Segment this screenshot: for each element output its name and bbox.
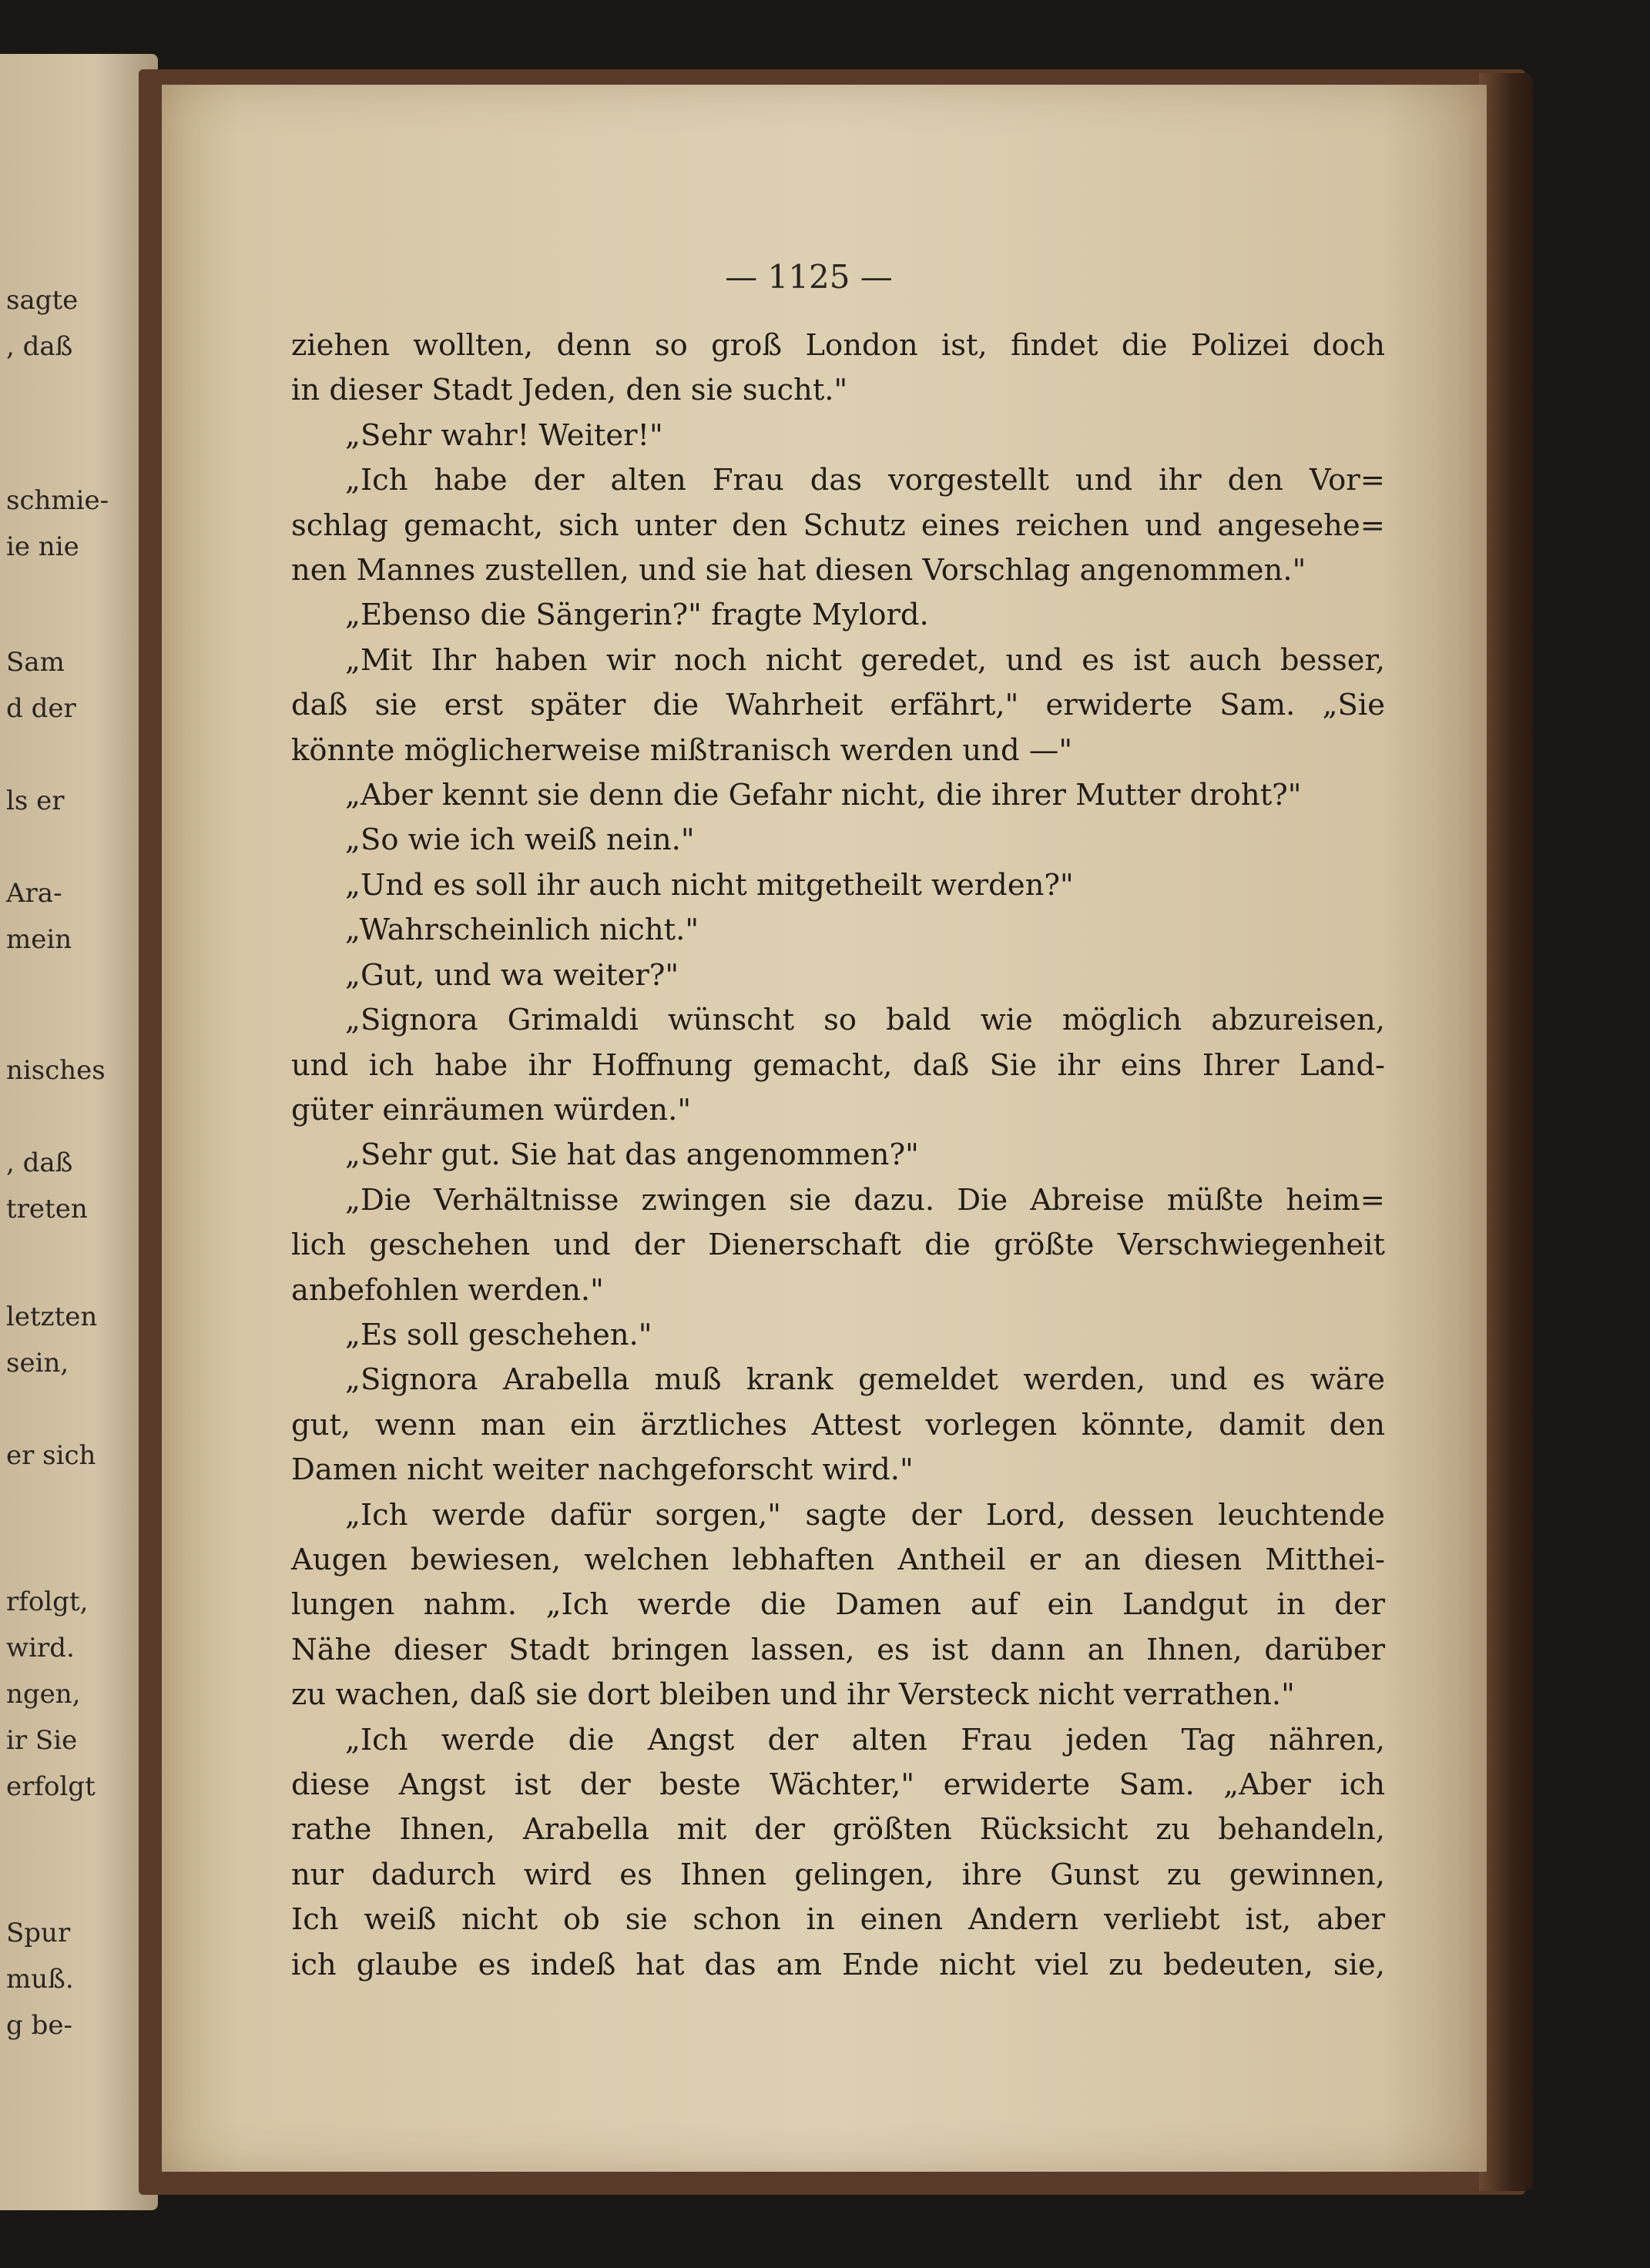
text-line: könnte möglicherweise mißtranisch werden und —": [291, 732, 1073, 768]
text-line: nur dadurch wird es Ihnen gelingen, ihre Gunst zu gewinnen,: [291, 1857, 1385, 1892]
text-line: gut, wenn man ein ärztliches Attest vorlegen könnte, damit den: [291, 1407, 1385, 1442]
text-line: ziehen wollten, denn so groß London ist, findet die Polizei doch: [291, 328, 1385, 363]
text-line: „So wie ich weiß nein.": [345, 822, 695, 858]
left-page-fragment: sein,: [6, 1348, 69, 1379]
book-page: [162, 85, 1487, 2172]
text-line: „Signora Arabella muß krank gemeldet werden, und es wäre: [345, 1362, 1385, 1398]
left-page-fragment: rfolgt,: [6, 1586, 89, 1617]
left-page-fragment: Spur: [6, 1918, 71, 1948]
left-page-fragment: , daß: [6, 331, 73, 362]
text-line: güter einräumen würden.": [291, 1092, 692, 1127]
text-line: „Es soll geschehen.": [345, 1317, 652, 1352]
left-page-fragment: letzten: [6, 1302, 98, 1332]
text-line: Nähe dieser Stadt bringen lassen, es ist dann an Ihnen, darüber: [291, 1632, 1385, 1667]
left-page-fragment: mein: [6, 924, 72, 955]
text-line: „Ebenso die Sängerin?" fragte Mylord.: [345, 598, 929, 633]
text-line: in dieser Stadt Jeden, den sie sucht.": [291, 373, 848, 408]
text-line: lich geschehen und der Dienerschaft die größte Verschwiegenheit: [291, 1228, 1385, 1263]
left-page-fragment: sagte: [6, 285, 79, 316]
left-page-fragment: muß.: [6, 1964, 74, 1995]
left-page-fragment: Sam: [6, 647, 65, 678]
text-line: Augen bewiesen, welchen lebhaften Antheil er an diesen Mitthei-: [291, 1542, 1385, 1577]
text-line: „Die Verhältnisse zwingen sie dazu. Die Abreise müßte heim=: [345, 1182, 1385, 1218]
text-line: rathe Ihnen, Arabella mit der größten Rücksicht zu behandeln,: [291, 1812, 1385, 1848]
left-page-fragment: er sich: [6, 1440, 96, 1471]
left-page-fragment: schmie-: [6, 485, 109, 516]
text-line: diese Angst ist der beste Wächter," erwiderte Sam. „Aber ich: [291, 1767, 1385, 1802]
left-page-fragment: nisches: [6, 1055, 106, 1086]
text-line: „Aber kennt sie denn die Gefahr nicht, die ihrer Mutter droht?": [345, 778, 1302, 813]
text-line: „Mit Ihr haben wir noch nicht geredet, und es ist auch besser,: [345, 642, 1385, 678]
text-line: schlag gemacht, sich unter den Schutz eines reichen und angesehe=: [291, 508, 1385, 543]
text-line: „Und es soll ihr auch nicht mitgetheilt werden?": [345, 867, 1074, 903]
text-line: „Sehr wahr! Weiter!": [345, 417, 663, 453]
text-line: nen Mannes zustellen, und sie hat diesen Vorschlag angenommen.": [291, 553, 1306, 588]
text-line: ich glaube es indeß hat das am Ende nicht viel zu bedeuten, sie,: [291, 1947, 1385, 1982]
text-line: „Signora Grimaldi wünscht so bald wie möglich abzureisen,: [345, 1003, 1385, 1038]
left-page-fragment: wird.: [6, 1633, 75, 1663]
text-line: „Wahrscheinlich nicht.": [345, 913, 699, 948]
left-page-fragment: , daß: [6, 1147, 73, 1178]
page-text: [291, 323, 1385, 1988]
left-page-edge: [0, 54, 158, 2210]
left-page-fragment: d der: [6, 693, 76, 724]
text-line: „Ich werde die Angst der alten Frau jeden Tag nähren,: [345, 1722, 1385, 1757]
page-number: — 1125 —: [725, 258, 893, 296]
text-line: „Ich habe der alten Frau das vorgestellt und ihr den Vor=: [345, 463, 1385, 498]
text-line: lungen nahm. „Ich werde die Damen auf ein Landgut in der: [291, 1587, 1385, 1623]
text-line: zu wachen, daß sie dort bleiben und ihr Versteck nicht verrathen.": [291, 1677, 1295, 1713]
text-line: Ich weiß nicht ob sie schon in einen Andern verliebt ist, aber: [291, 1902, 1385, 1938]
text-line: anbefohlen werden.": [291, 1272, 604, 1308]
text-line: daß sie erst später die Wahrheit erfährt," erwiderte Sam. „Sie: [291, 688, 1385, 723]
left-page-fragment: ngen,: [6, 1679, 81, 1710]
book-spine-edge: [1479, 73, 1533, 2191]
left-page-fragment: ir Sie: [6, 1725, 78, 1756]
text-line: „Sehr gut. Sie hat das angenommen?": [345, 1137, 919, 1173]
left-page-fragment: Ara-: [6, 878, 62, 909]
text-line: und ich habe ihr Hoffnung gemacht, daß Sie ihr eins Ihrer Land-: [291, 1047, 1385, 1083]
left-page-fragment: ie nie: [6, 531, 79, 562]
text-line: „Ich werde dafür sorgen," sagte der Lord, dessen leuchtende: [345, 1497, 1385, 1533]
left-page-fragment: g be-: [6, 2010, 72, 2041]
left-page-fragment: ls er: [6, 786, 65, 816]
left-page-fragment: treten: [6, 1194, 88, 1224]
text-line: „Gut, und wa weiter?": [345, 957, 679, 993]
text-line: Damen nicht weiter nachgeforscht wird.": [291, 1452, 914, 1488]
left-page-fragment: erfolgt: [6, 1771, 96, 1802]
